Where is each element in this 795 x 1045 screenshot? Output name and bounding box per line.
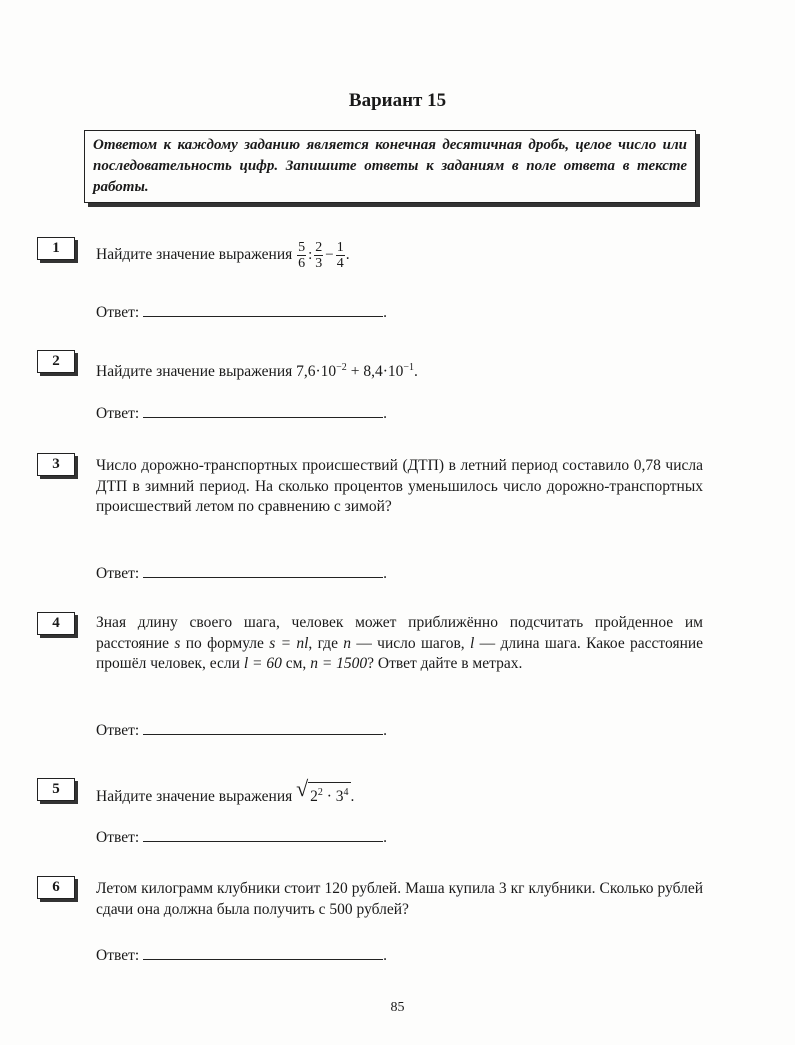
answer-field[interactable] [143, 827, 383, 842]
task-question [96, 358, 703, 383]
base: 3 [335, 788, 344, 806]
task-question: Число дорожно-транспортных происшествий (ДТП) в летний период составило 0,78 числа ДТП в зимний период. На сколько процентов уменьшилось число дорожно-транспортных происшествий летом по сравнению с зимой? [96, 457, 703, 515]
task-number: 6 [37, 876, 75, 899]
task-text: Найдите значение выражения [96, 788, 293, 806]
exponent: 4 [343, 787, 349, 798]
task-text: см, [285, 655, 307, 672]
punctuation: . [345, 246, 350, 264]
task-text: — число шагов, [356, 634, 465, 652]
fraction [336, 240, 345, 271]
punctuation: . [414, 363, 418, 381]
fraction [297, 240, 306, 271]
operator: : [308, 247, 313, 264]
punctuation: . [350, 788, 355, 806]
instruction-box: Ответом к каждому заданию является конечная десятичная дробь, целое число или последовательность цифр. Запишите ответы к заданиям в поле ответа в тексте работы. [84, 130, 696, 203]
task-question [96, 613, 703, 675]
answer-field[interactable] [143, 403, 383, 418]
page-title: Вариант 15 [348, 90, 447, 111]
answer-field[interactable] [143, 563, 383, 578]
answer-row: Ответ: . [96, 565, 388, 582]
page-number: 85 [390, 1000, 405, 1015]
math-condition: n = 1500 [310, 655, 368, 672]
denominator: 4 [336, 256, 344, 271]
task-question: Летом килограмм клубники стоит 120 рублей. Маша купила 3 кг клубники. Сколько рублей сдачи она должна была получить с 500 рублей? [96, 880, 703, 918]
answer-label: Ответ: [96, 829, 140, 846]
answer-label: Ответ: [96, 405, 140, 422]
answer-label: Ответ: [96, 304, 140, 321]
task-number: 1 [37, 237, 75, 260]
answer-row: Ответ: . [96, 304, 388, 321]
task-text: Найдите значение выражения [96, 363, 293, 381]
task-text: Зная длину своего шага, человек может приближённо подсчитать пройденное им расстояние [96, 614, 703, 652]
math-variable: l [470, 634, 475, 652]
answer-label: Ответ: [96, 722, 140, 739]
math-condition: l = 60 [243, 655, 282, 672]
answer-field[interactable] [143, 720, 383, 735]
task-text: ? Ответ дайте в метрах. [367, 655, 523, 672]
radical-sign-icon: √ [296, 776, 309, 801]
task-number: 5 [37, 778, 75, 801]
base: 2 [310, 788, 318, 806]
operator: · [326, 788, 332, 806]
numerator: 2 [315, 240, 323, 255]
fraction [314, 240, 323, 271]
task-text: Найдите значение выражения [96, 246, 293, 264]
denominator: 6 [298, 256, 306, 271]
exponent: −1 [403, 362, 414, 373]
answer-label: Ответ: [96, 565, 140, 582]
task-question [96, 240, 703, 271]
task-number: 4 [37, 612, 75, 635]
operator: − [325, 247, 334, 264]
math-formula: s = nl [269, 634, 309, 652]
answer-field[interactable] [143, 945, 383, 960]
math-term: 7,6·10 [296, 363, 337, 381]
task-number: 2 [37, 350, 75, 373]
math-variable: s [174, 634, 181, 652]
task-text: по формуле [185, 634, 264, 652]
operator: + [350, 363, 360, 381]
math-term: 8,4·10 [363, 363, 404, 381]
numerator: 1 [336, 240, 344, 255]
math-variable: n [343, 634, 352, 652]
answer-row: Ответ: . [96, 829, 388, 846]
answer-row: Ответ: . [96, 405, 388, 422]
square-root [296, 776, 350, 808]
task-text: — длина шага. Какое расстояние прошёл человек, если [96, 634, 704, 672]
task-text: , где [308, 634, 338, 652]
exponent: 2 [317, 787, 323, 798]
numerator: 5 [298, 240, 306, 255]
task-question [96, 776, 703, 808]
answer-row: Ответ: . [96, 722, 388, 739]
task-number: 3 [37, 453, 75, 476]
denominator: 3 [315, 256, 323, 271]
exponent: −2 [336, 362, 347, 373]
answer-field[interactable] [143, 302, 383, 317]
answer-row: Ответ: . [96, 947, 388, 964]
answer-label: Ответ: [96, 947, 140, 964]
